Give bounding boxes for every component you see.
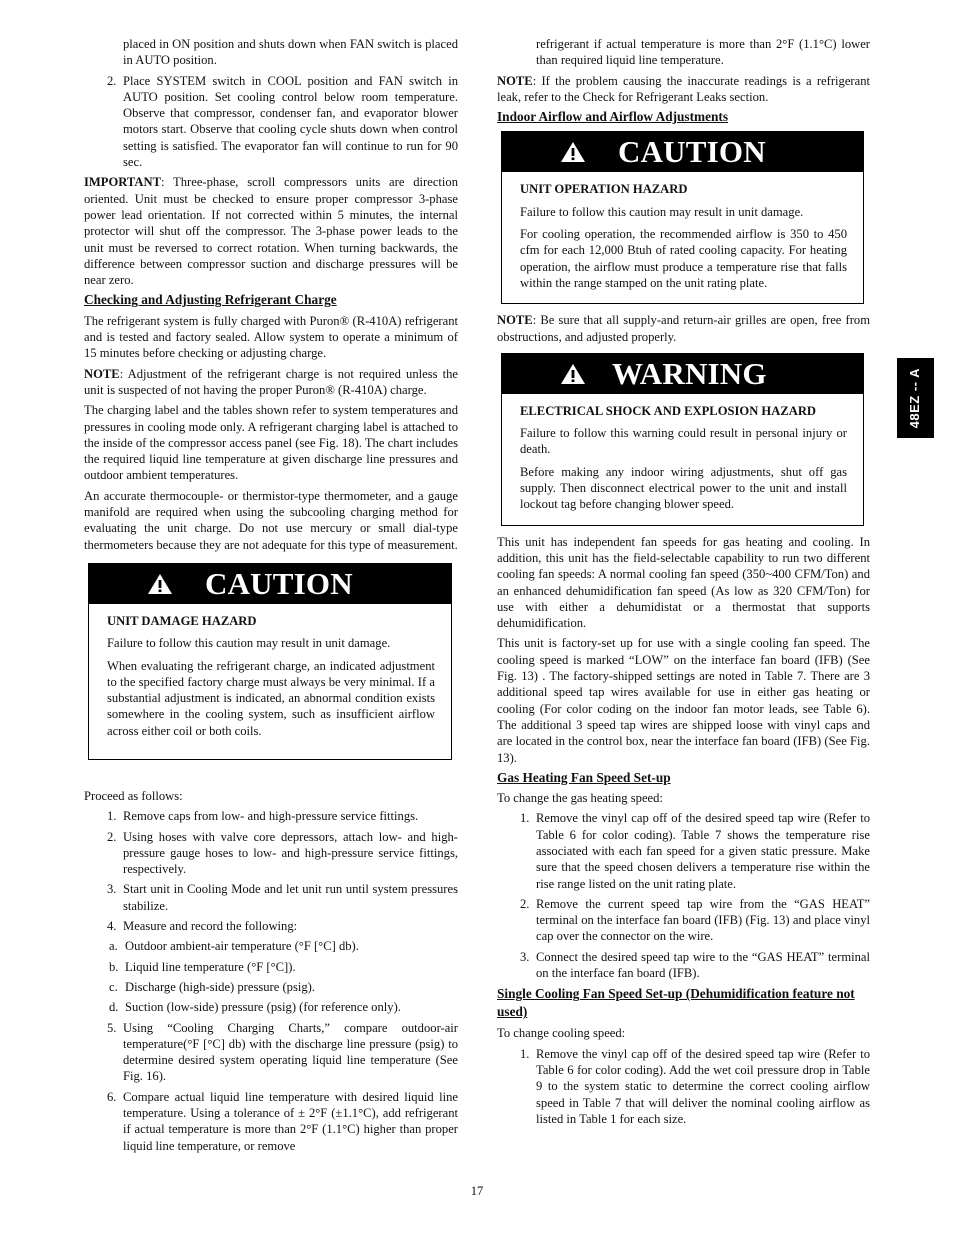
substep-text: Liquid line temperature (°F [°C]). <box>125 959 296 974</box>
right-column <box>497 36 870 1131</box>
list-item <box>109 938 458 954</box>
list-item <box>84 808 458 824</box>
warning-text: Before making any indoor wiring adjustments, shut off gas supply. Then disconnect electrical power to the unit and install lockout tag before changing blower speed. <box>520 464 847 512</box>
note-paragraph <box>84 366 458 399</box>
paragraph: The charging label and the tables shown refer to system temperatures and pressures in cooling mode only. A refrigerant charging label is attached to the inside of the compressor access panel (see Fig. 18). The chart includes the required liquid line temperature at given discharge line pressures and outdoor ambient temperatures. <box>84 403 458 483</box>
important-text: : Three-phase, scroll compressors units are direction oriented. Unit must be checked to ensure proper compressor 3-phase power lead orientation. If not corrected within 5 minutes, the internal protector will shut off the compressor. The 3-phase power leads to the unit must be reversed to correct rotation. When turning backwards, the difference between compressor suction and discharge pressures will be near zero. <box>84 175 458 288</box>
continued-steps <box>497 36 870 69</box>
step-number: 1. <box>520 1046 530 1061</box>
substep-text: Discharge (high-side) pressure (psig). <box>125 979 316 994</box>
hazard-title: ELECTRICAL SHOCK AND EXPLOSION HAZARD <box>520 403 817 418</box>
list-item <box>84 1020 458 1085</box>
note-label: NOTE <box>84 366 120 381</box>
list-item <box>84 36 458 69</box>
list-item <box>497 810 870 891</box>
step-text: Using “Cooling Charging Charts,” compare outdoor-air temperature(°F [°C] db) with the discharge line pressure (psig) to determine desired system operating liquid line temperature (See Fig. 16). <box>123 1020 458 1084</box>
list-item <box>497 36 870 69</box>
step-continued-text: placed in ON position and shuts down when FAN switch is placed in AUTO position. <box>123 37 458 68</box>
step-continued-text: refrigerant if actual temperature is more than 2°F (1.1°C) lower than required liquid line temperature. <box>536 37 870 68</box>
substep-letter: d. <box>109 1000 119 1015</box>
step-text: Place SYSTEM switch in COOL position and FAN switch in AUTO position. Set cooling control below room temperature. Observe that compressor, condenser fan, and evaporator blower motors start. Observe that cooling cycle shuts down when control setting is satisfied. The evaporator fan will continue to run for 90 sec. <box>123 73 458 170</box>
caution-header <box>502 132 863 172</box>
warning-text: Failure to follow this warning could result in personal injury or death. <box>520 426 847 457</box>
step-text: Using hoses with valve core depressors, attach low- and high-pressure gauge hoses to low- and high-pressure service fittings, respectively. <box>123 829 458 877</box>
step-number: 2. <box>520 896 530 911</box>
warning-title: WARNING <box>612 355 767 391</box>
step-number: 4. <box>107 919 117 934</box>
step-number: 2. <box>107 73 117 88</box>
substep-letter: b. <box>109 959 119 974</box>
step-text: Start unit in Cooling Mode and let unit run until system pressures stabilize. <box>123 882 458 913</box>
note-text: : If the problem causing the inaccurate readings is a refrigerant leak, refer to the Check for Refrigerant Leaks section. <box>497 73 870 104</box>
step-text: Measure and record the following: <box>123 919 298 934</box>
caution-body <box>89 604 451 759</box>
section-heading-single-cooling-fan: Single Cooling Fan Speed Set-up (Dehumidification feature not used) <box>497 986 855 1020</box>
substep-text: Suction (low-side) pressure (psig) (for reference only). <box>125 1000 401 1015</box>
intro-text: To change cooling speed: <box>497 1026 626 1041</box>
note-text: : Be sure that all supply-and return-air grilles are open, free from obstructions, and adjusted properly. <box>497 313 870 344</box>
caution-title: CAUTION <box>205 565 353 601</box>
important-label: IMPORTANT <box>84 175 161 190</box>
page-number: 17 <box>470 1184 484 1198</box>
warning-box-electrical <box>501 353 864 526</box>
substep-letter: a. <box>109 939 118 954</box>
step-number: 3. <box>520 949 530 964</box>
caution-title: CAUTION <box>618 134 766 170</box>
list-item <box>84 1089 458 1154</box>
step-text: Remove the vinyl cap off of the desired speed tap wire (Refer to Table 6 for color coding). Table 7 shows the temperature rise associated with each fan speed for a given static pressure. Make sure that the speed chosen delivers a temperature rise within the rise range listed on the unit rating plate. <box>536 811 870 891</box>
measure-substeps <box>109 938 458 1015</box>
side-tab-model <box>897 358 934 438</box>
paragraph: The refrigerant system is fully charged with Puron® (R-410A) refrigerant and is tested and factory sealed. Allow system to operate a minimum of 15 minutes before checking or adjusting charge. <box>84 313 458 361</box>
left-column <box>84 36 458 1158</box>
note-text: : Adjustment of the refrigerant charge is not required unless the unit is suspected of not having the proper Puron® (R-410A) charge. <box>84 366 458 397</box>
paragraph: An accurate thermocouple- or thermistor-type thermometer, and a gauge manifold are required when using the subcooling charging method for evaluating the unit charge. Do not use mercury or small dial-type thermometers because they are not adequate for this type of measurement. <box>84 488 458 552</box>
caution-box-unit-operation <box>501 131 864 304</box>
step-number: 1. <box>520 811 530 826</box>
warning-triangle-icon <box>560 141 586 163</box>
caution-text: Failure to follow this caution may result in unit damage. <box>107 636 391 651</box>
proceed-text: Proceed as follows: <box>84 788 183 803</box>
step-number: 6. <box>107 1089 117 1104</box>
substep-text: Outdoor ambient-air temperature (°F [°C] db). <box>125 939 359 954</box>
caution-body <box>502 172 863 303</box>
list-item <box>497 1046 870 1127</box>
note-paragraph <box>497 312 870 345</box>
gas-heating-steps <box>497 810 870 981</box>
list-item <box>84 73 458 171</box>
section-heading-indoor-airflow: Indoor Airflow and Airflow Adjustments <box>497 109 729 125</box>
caution-text: For cooling operation, the recommended airflow is 350 to 450 cfm for each 12,000 Btuh of rated cooling capacity. For heating operation, the airflow must produce a temperature rise that falls within the range stamped on the unit rating plate. <box>520 227 847 290</box>
note-label: NOTE <box>497 73 533 88</box>
step-text: Compare actual liquid line temperature with desired liquid line temperature. Using a tolerance of ± 2°F (±1.1°C), add refrigerant if actual temperature is more than 2°F (1.1°C) higher than proper liquid line temperature, or remove <box>123 1089 458 1153</box>
warning-body <box>502 394 863 525</box>
important-paragraph <box>84 174 458 288</box>
caution-header <box>89 564 451 604</box>
intro-text: To change the gas heating speed: <box>497 791 663 806</box>
list-item <box>84 881 458 914</box>
list-item <box>109 959 458 975</box>
paragraph: This unit is factory-set up for use with a single cooling fan speed. The cooling speed is marked “LOW” on the interface fan board (IFB) (See Fig. 13) . The factory-shipped settings are noted in Table 7. There are 3 additional speed tap wires available for use in either gas heating or cooling (For color coding on the indoor fan motor leads, see Table 6). The additional 3 speed tap wires are shipped loose with vinyl caps and are located in the control box, near the interface fan board (IFB) (See Fig. 13). <box>497 636 870 765</box>
hazard-title: UNIT OPERATION HAZARD <box>520 182 688 197</box>
list-item <box>109 999 458 1015</box>
caution-box-unit-damage <box>88 563 452 760</box>
list-item <box>497 896 870 945</box>
step-text: Remove the vinyl cap off of the desired speed tap wire (Refer to Table 6 for color coding). Add the wet coil pressure drop in Table 9 to the system static to determine the correct cooling airflow speed in Table 7 that will deliver the nominal cooling airflow as listed in Table 1 for each size. <box>536 1046 870 1126</box>
warning-triangle-icon <box>147 573 173 595</box>
paragraph: This unit has independent fan speeds for gas heating and cooling. In addition, this unit has the field-selectable capability to run two different cooling fan speeds: A normal cooling fan speed (350~400 CFM/Ton) and an enhanced dehumidification fan speed (As low as 320 CFM/Ton) for use with either a dehumidistat or a thermostat that supports dehumidification. <box>497 534 870 631</box>
list-item <box>84 918 458 1015</box>
list-item <box>497 949 870 982</box>
charge-steps <box>84 808 458 1154</box>
hazard-title: UNIT DAMAGE HAZARD <box>107 613 257 628</box>
list-item <box>84 829 458 878</box>
section-heading-refrigerant-charge: Checking and Adjusting Refrigerant Charge <box>84 292 337 308</box>
step-number: 1. <box>107 809 117 824</box>
caution-text: Failure to follow this caution may result in unit damage. <box>520 204 804 219</box>
step-text: Remove caps from low- and high-pressure service fittings. <box>123 809 419 824</box>
note-paragraph <box>497 73 870 106</box>
section-heading-gas-heating-fan: Gas Heating Fan Speed Set-up <box>497 769 671 785</box>
step-text: Remove the current speed tap wire from the “GAS HEAT” terminal on the interface fan board (IFB) (Fig. 13) and place vinyl cap over the connector on the wire. <box>536 896 870 944</box>
substep-letter: c. <box>109 979 118 994</box>
step-number: 5. <box>107 1020 117 1035</box>
cooling-speed-steps <box>497 1046 870 1127</box>
step-text: Connect the desired speed tap wire to the “GAS HEAT” terminal on the interface fan board (IFB). <box>536 949 870 981</box>
side-tab-label: 48EZ -- A <box>907 367 923 429</box>
caution-text: When evaluating the refrigerant charge, an indicated adjustment to the specified factory charge must always be very minimal. If a substantial adjustment is indicated, an abnormal condition exists somewhere in the cooling system, such as insufficient airflow across either coil or both coils. <box>107 658 435 738</box>
step-number: 3. <box>107 882 117 897</box>
startup-steps <box>84 36 458 170</box>
warning-triangle-icon <box>560 363 586 385</box>
list-item <box>109 979 458 995</box>
warning-header <box>502 354 863 394</box>
note-label: NOTE <box>497 313 533 328</box>
step-number: 2. <box>107 829 117 844</box>
